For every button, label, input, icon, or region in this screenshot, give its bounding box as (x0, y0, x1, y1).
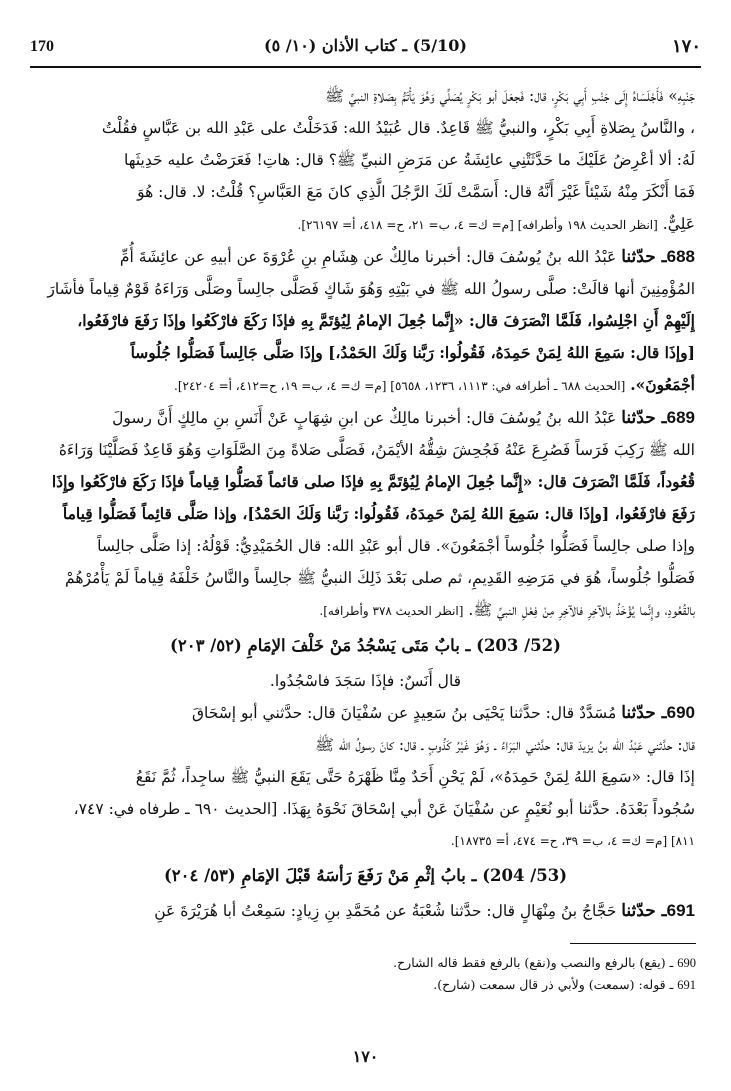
hadith-opener: ـ حدّثنا (621, 408, 667, 428)
text-run: عَلِيٌّ. (662, 215, 695, 233)
text-run: عَبْدُ الله بنُ يُوسُفَ قال: أخبرنا مالِكٌ عن هِشَامِ بنِ عُرْوَةَ عن أبيهِ عن عائِشَةَ أُمِّ (119, 248, 617, 266)
text-run: أجْمَعُونَ». (630, 375, 695, 394)
hadith-opener: ـ حدّثنا (621, 901, 667, 921)
hadith-688 (36, 241, 695, 402)
intro-paragraph (36, 80, 695, 241)
text-line: الله ﷺ رَكِبَ فَرَساً فَصُرِعَ عَنْهُ فَجُحِشَ شِقُّهُ الأيْمَنُ، فَصَلَّى صَلاةً مِنَ الصَّلَوَاتِ وَهُوَ قَاعِدٌ فَصَلَّيْنَا وَرَاءَهُ (58, 441, 695, 459)
running-header (30, 36, 701, 64)
main-text (36, 80, 695, 927)
text-run: عَبْدُ الله بنُ يُوسُفَ قال: أخبرنا مالِكٌ عن ابنِ شِهَابٍ عَنْ أَنَسِ بنِ مالِكٍ أَنَّ رسولَ (112, 409, 617, 427)
hadith-number: 688 (666, 247, 695, 266)
chapter-heading-53: (53/ 204) ـ بابُ إثْمِ مَنْ رَفَعَ رَأسَهُ قَبْلَ الإمَامِ (٥٣/ ٢٠٤) (163, 866, 568, 885)
text-run: بالقُعُودِ، وإِنَّما يُؤْخَذُ بالآخِرِ فالآخِرِ مِنْ فِعْلِ النبيِّ ﷺ. (468, 601, 695, 619)
footnote-number: 690 (677, 956, 696, 970)
text-line: رَفَعَ فارْفَعُوا، [وإذَا قال: سَمِعَ اللهُ لِمَنْ حَمِدَهُ، فَقُولُوا: رَبَّنا وَلَكَ الحَمْدُ]، وإذا صَلَّى قائِماً فَصَلُّوا قِياماً (62, 504, 695, 523)
text-run: مُسَدَّدٌ قال: حدَّثنا يَحْيَى بنُ سَعِيدٍ عن سُفْيَانَ قال: حدَّثني أبو إسْحَاقَ (192, 704, 617, 722)
text-line (36, 208, 695, 241)
hadith-number: 691 (666, 901, 695, 920)
footnote (36, 952, 696, 974)
reference-note: [انظر الحديث ٣٧٨ وأطرافه]. (319, 604, 464, 618)
hadith-number: 690 (666, 703, 695, 722)
text-line (36, 241, 695, 273)
text-line (36, 402, 695, 434)
text-line: إِلَيْهِمْ أَنِ اجْلِسُوا، فَلَمَّا انْصَرَفَ قال: «إِنَّما جُعِلَ الإمامُ لِيُؤتَمَّ بِهِ فإذَا رَكَعَ فارْكَعُوا وإذَا رَفَعَ فارْفَعُوا، (77, 311, 695, 330)
footer-page-number: ١٧٠ (352, 1047, 379, 1066)
anas-statement: قال أَنَسٌ: فإذَا سَجَدَ فاسْجُدُوا. (269, 672, 462, 690)
reference-note: ٨١١] [م= ك= ٤، ب= ٣٩، ح= ٤٧٤، أ= ١٨٧٣٥]. (450, 834, 695, 848)
footnote-number: 691 (677, 978, 696, 992)
hadith-689 (36, 402, 695, 627)
footnotes (36, 952, 696, 996)
text-line: جَنْبِهِ» فَأَجْلَسَاهُ إِلَى جَنْبِ أَبِي بَكْرٍ، قال: فَجعَلَ أبو بَكْرٍ يُصَلِّي وَهُوَ يَأْتَمُّ بِصَلاةِ النبيِّ ﷺ (325, 87, 695, 105)
hadith-number: 689 (666, 408, 695, 427)
text-line (36, 594, 695, 627)
footnote (36, 974, 696, 996)
hadith-opener: ـ حدّثنا (621, 703, 667, 723)
running-title: (5/10) ـ كتاب الأذان (١٠/ ٥) (264, 36, 467, 55)
text-line: إذَا قال: «سَمِعَ اللهُ لِمَنْ حَمِدَهُ»، لَمْ يَحْنِ أَحَدٌ مِنَّا ظَهْرَهُ حَتَّى يَقَعَ النبيُّ ﷺ ساجِداً، ثُمَّ نَقَعُ (135, 768, 695, 786)
footnote-text: ـ قوله: (سمعت) ولأبي ذر قال سمعت (شارح). (433, 977, 674, 992)
text-line: [وإذَا قال: سَمِعَ اللهُ لِمَنْ حَمِدَهُ، فَقُولُوا: رَبَّنا وَلَكَ الحَمْدُ،] وإذَا صَلَّى جَالِساً فَصَلُّوا جُلُوساً (130, 343, 695, 362)
text-line: فَمَا أَنْكَرَ مِنْهُ شَيْئاً غَيْرَ أَنَّهُ قال: أَسَمَّتْ لَكَ الرَّجُلَ الَّذِي كانَ مَعَ العَبَّاسِ؟ قُلْتُ: لا. قال: هُوَ (137, 183, 695, 201)
text-line: قُعُوداً، فَلَمَّا انْصَرَفَ قال: «إِنَّما جُعِلَ الإمامُ لِيُؤتَمَّ بِهِ فإذَا صلى قائماً فَصَلُّوا قِياماً فإذَا رَكَعَ فارْكَعُوا وإِذَا (51, 472, 695, 491)
text-line: لَهُ: ألا أعْرِضُ عَلَيْكَ ما حَدَّثَتْنِي عائِشَةُ عن مَرَضِ النبيِّ ﷺ؟ قال: هاتِ! فَعَرَضْتُ عليه حَدِيثَها (123, 151, 695, 169)
text-line: المُؤْمِنِينَ أنها قالَتْ: صلَّى رسولُ الله ﷺ في بَيْتِهِ وَهُوَ شَاكٍ فَصَلَّى جالِساً وصَلَّى وَرَاءَهُ قَوْمٌ قِياماً فأشَارَ (47, 280, 695, 298)
footnote-rule (570, 943, 696, 944)
reference-note: [الحديث ٦٨٨ ـ أطرافه في: ١١١٣، ١٢٣٦، ٥٦٥٨] [م= ك= ٤، ب= ١٩، ح=٤١٢، أ= ٢٤٢٠٤]. (174, 379, 626, 393)
footnote-text: ـ (يقع) بالرفع والنصب و(نقع) بالرفع فقط قاله الشارح. (393, 955, 674, 970)
text-run: حَجَّاجُ بنُ مِنْهَالٍ قال: حدَّثنا شُعْبَةُ عن مُحَمَّدِ بنِ زِيادٍ: سَمِعْتُ أبا هُرَيْرَةَ عَنِ (154, 902, 617, 920)
reference-note: [انظر الحديث ١٩٨ وأطرافه] [م= ك= ٤، ب= ٢١، ح= ٤١٨، أ= ٢٦١٩٧]. (297, 218, 658, 232)
text-line: قال: حدَّثني عَبْدُ الله بنُ يزيدَ قال: حدَّثني البَرَاءُ ـ وَهُوَ غَيْرُ كَذُوبٍ ـ قال: كانَ رسولُ الله ﷺ (315, 736, 695, 754)
text-line: ، والنَّاسُ بِصَلاةِ أَبِي بَكْرٍ، والنبيُّ ﷺ قَاعِدٌ. قال عُبَيْدُ الله: فَدَخَلْتُ على عَبْدِ الله بن عَبَّاسٍ فقُلْتُ (101, 119, 695, 137)
hadith-690 (36, 697, 695, 857)
text-line (36, 697, 695, 729)
hadith-opener: ـ حدّثنا (621, 247, 667, 267)
page-number-arabic: ١٧٠ (671, 36, 701, 57)
text-line (36, 895, 695, 927)
page-number-latin: 170 (30, 38, 54, 55)
text-line (36, 369, 695, 402)
text-line: فَصَلُّوا جُلُوساً، هُوَ في مَرَضِهِ القَدِيمِ، ثم صلى بَعْدَ ذَلِكَ النبيُّ ﷺ جالِساً والنَّاسُ خَلْفَهُ قِياماً لَمْ يَأْمُرْهُمْ (65, 569, 695, 587)
header-rule (30, 66, 701, 68)
chapter-heading-52: (52/ 203) ـ بابٌ مَتَى يَسْجُدُ مَنْ خَلْفَ الإمَامِ (٥٢/ ٢٠٣) (170, 636, 561, 655)
text-line: سُجُوداً بَعْدَهُ. حدَّثنا أبو نُعَيْمٍ عن سُفْيَانَ عَنْ أبي إسْحَاقَ نَحْوَهُ بِهَذَا. [الحديث ٦٩٠ ـ طرفاه في: ٧٤٧، (73, 800, 695, 818)
hadith-691 (36, 895, 695, 927)
text-line: وإذا صلى جالِساً فَصَلُّوا جُلُوساً أجْمَعُونَ». قال أبو عَبْدِ الله: قال الحُمَيْدِيُّ: قَوْلُهُ: إذا صَلَّى جالِساً (97, 537, 695, 555)
